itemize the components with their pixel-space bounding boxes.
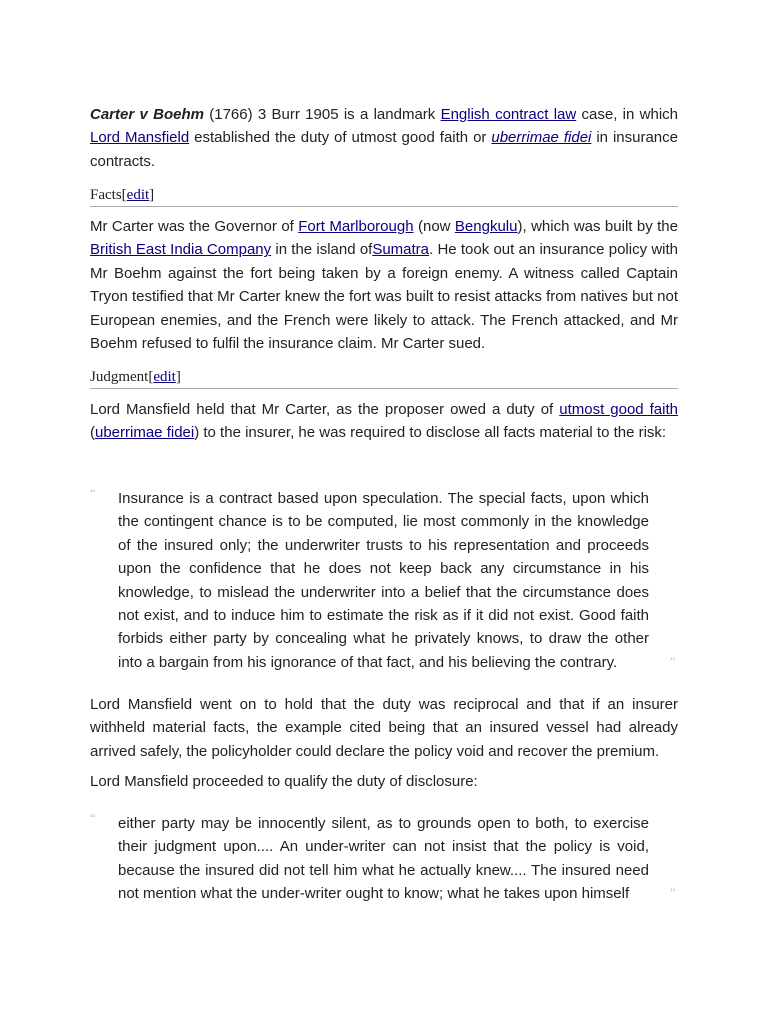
facts-text: Mr Carter was the Governor of (90, 218, 299, 235)
link-uberrimae-fidei-2[interactable]: uberrimae fidei (95, 424, 195, 442)
reciprocal-duty-paragraph: Lord Mansfield went on to hold that the duty was reciprocal and that if an insurer withheld material facts, the example cited being that an insured vessel had already arrived safely, the policyholder could declare the policy void and recover the premium. (90, 696, 678, 760)
close-quote-icon: ” (670, 654, 676, 668)
intro-text: case, in which (576, 106, 678, 123)
open-quote-icon: “ (90, 811, 96, 825)
facts-heading (90, 185, 678, 207)
heading-title: Facts (90, 187, 122, 203)
edit-bracket: ] (149, 187, 155, 203)
case-name: Carter v Boehm (90, 106, 204, 123)
intro-text: (1766) 3 Burr 1905 is a landmark (203, 106, 441, 123)
blockquote-mansfield-1: Insurance is a contract based upon speculation. The special facts, upon which the contingent chance is to be computed, lie most commonly in the knowledge of the insured only; the underwriter trusts to his representation and proceeds upon the confidence that he does not keep back any circumstance in his knowledge, to mislead the underwriter into a belief that the circumstance does not exist, and to induce him to estimate the risk as if it did not exist. Good faith forbids either party by concealing what he privately knows, to draw the other into a bargain from his ignorance of that fact, and his believing the contrary. (118, 490, 649, 671)
link-english-contract-law[interactable]: English contract law (440, 106, 577, 123)
link-uberrimae-fidei[interactable] (491, 129, 591, 146)
judgment-text: ( (90, 424, 95, 442)
open-quote-icon: “ (90, 486, 96, 500)
link-british-east-india-company[interactable]: British East India Company (90, 241, 272, 259)
edit-bracket: [ (121, 187, 127, 203)
facts-paragraph (90, 215, 678, 355)
facts-text: ), which was built by the (517, 218, 678, 235)
heading-title: Judgment (90, 369, 149, 385)
facts-text: (now (413, 218, 455, 235)
judgment-paragraph (90, 398, 678, 445)
edit-bracket: [ (148, 369, 154, 385)
link-fort-marlborough[interactable]: Fort Marlborough (298, 218, 414, 235)
edit-judgment-link[interactable]: edit (153, 369, 176, 385)
facts-text: . He took out an insurance policy with Mr Boehm against the fort being taken by a foreign enemy. A witness called Captain Tryon testified that Mr Carter knew the fort was built to resist attacks from natives but not European enemies, and the French were likely to attack. The French attacked, and Mr Boehm refused to fulfil the insurance claim. Mr Carter sued. (90, 241, 678, 353)
link-lord-mansfield[interactable]: Lord Mansfield (90, 129, 190, 147)
judgment-text: ) to the insurer, he was required to disclose all facts material to the risk: (194, 424, 667, 442)
link-sumatra[interactable]: Sumatra (372, 241, 430, 259)
judgment-heading (90, 367, 678, 389)
link-text: uberrimae fidei (491, 129, 592, 147)
intro-text: established the duty of utmost good faith or (189, 129, 492, 147)
close-quote-icon: ” (670, 885, 676, 899)
link-utmost-good-faith[interactable]: utmost good faith (559, 401, 678, 418)
facts-text: in the island of (271, 241, 373, 259)
edit-bracket: ] (175, 369, 181, 385)
qualify-disclosure-paragraph: Lord Mansfield proceeded to qualify the duty of disclosure: (90, 773, 478, 790)
blockquote-mansfield-2: either party may be innocently silent, as to grounds open to both, to exercise their judgment upon.... An under-writer can not insist that the policy is void, because the insured did not tell him what he actually knew.... The insured need not mention what the under-writer ought to know; what he takes upon himself (118, 815, 649, 903)
intro-text: in insurance contracts. (90, 129, 678, 170)
edit-facts-link[interactable]: edit (126, 187, 150, 203)
judgment-text: Lord Mansfield held that Mr Carter, as the proposer owed a duty of (90, 401, 560, 418)
intro-paragraph (90, 103, 678, 173)
link-bengkulu[interactable]: Bengkulu (454, 218, 518, 235)
